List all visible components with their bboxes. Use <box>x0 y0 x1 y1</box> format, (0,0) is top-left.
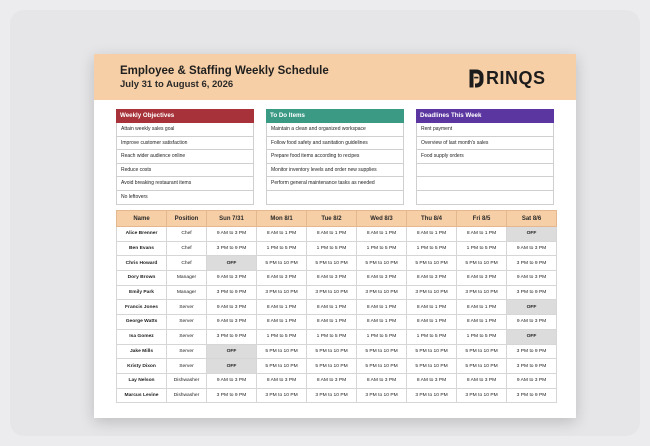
shift-cell: 3 PM to 9 PM <box>507 256 557 271</box>
shift-cell: OFF <box>207 256 257 271</box>
info-box <box>416 109 554 205</box>
date-range: July 31 to August 6, 2026 <box>120 79 234 90</box>
info-box <box>266 109 404 205</box>
shift-cell: 3 PM to 10 PM <box>257 388 307 403</box>
table-row <box>117 315 557 330</box>
table-row <box>117 227 557 242</box>
shift-cell: 3 PM to 10 PM <box>457 388 507 403</box>
shift-cell: 8 AM to 1 PM <box>407 300 457 315</box>
shift-cell: 8 AM to 1 PM <box>357 300 407 315</box>
shift-cell: 1 PM to 5 PM <box>357 241 407 256</box>
shift-cell: 3 PM to 10 PM <box>457 285 507 300</box>
shift-cell: 8 AM to 3 PM <box>357 373 407 388</box>
column-header: Tue 8/2 <box>307 211 357 227</box>
info-box-item: Avoid breaking restaurant items <box>116 177 254 191</box>
shift-cell: 8 AM to 1 PM <box>407 315 457 330</box>
shift-cell: 9 AM to 3 PM <box>507 271 557 286</box>
employee-position: Manager <box>167 285 207 300</box>
shift-cell: 9 AM to 3 PM <box>207 315 257 330</box>
table-row <box>117 329 557 344</box>
info-box-heading: Weekly Objectives <box>116 109 254 123</box>
shift-cell: 1 PM to 5 PM <box>407 329 457 344</box>
info-box-item <box>416 177 554 191</box>
column-header: Sun 7/31 <box>207 211 257 227</box>
preview-frame <box>10 10 640 436</box>
schedule-document <box>94 54 576 418</box>
table-row <box>117 373 557 388</box>
brand-logo <box>468 67 546 89</box>
employee-name: Alice Brenner <box>117 227 167 242</box>
shift-cell: 1 PM to 5 PM <box>307 329 357 344</box>
shift-cell: OFF <box>507 329 557 344</box>
info-box-item: Overview of last month's sales <box>416 137 554 151</box>
shift-cell: 3 PM to 10 PM <box>257 285 307 300</box>
shift-cell: 8 AM to 1 PM <box>307 300 357 315</box>
shift-cell: OFF <box>507 227 557 242</box>
shift-cell: 3 PM to 10 PM <box>357 388 407 403</box>
table-row <box>117 300 557 315</box>
shift-cell: 1 PM to 5 PM <box>257 241 307 256</box>
info-box-item: Reduce costs <box>116 164 254 178</box>
shift-cell: 8 AM to 1 PM <box>357 227 407 242</box>
employee-position: Server <box>167 315 207 330</box>
employee-position: Server <box>167 329 207 344</box>
shift-cell: 5 PM to 10 PM <box>457 256 507 271</box>
info-box-item: Food supply orders <box>416 150 554 164</box>
info-box-item: Rent payment <box>416 123 554 137</box>
shift-cell: 9 AM to 3 PM <box>507 315 557 330</box>
shift-cell: 1 PM to 5 PM <box>307 241 357 256</box>
shift-cell: 9 AM to 3 PM <box>207 373 257 388</box>
shift-cell: 8 AM to 1 PM <box>257 300 307 315</box>
table-row <box>117 271 557 286</box>
info-box-item <box>416 164 554 178</box>
employee-name: Chris Howard <box>117 256 167 271</box>
shift-cell: 9 AM to 3 PM <box>507 241 557 256</box>
info-box-item: Reach wider audience online <box>116 150 254 164</box>
shift-cell: 8 AM to 3 PM <box>457 271 507 286</box>
info-box-item <box>266 191 404 205</box>
shift-cell: 3 PM to 10 PM <box>307 388 357 403</box>
shift-cell: 9 AM to 3 PM <box>207 227 257 242</box>
column-header: Mon 8/1 <box>257 211 307 227</box>
employee-position: Dishwasher <box>167 388 207 403</box>
table-header-row <box>117 211 557 227</box>
employee-name: Kristy Dixon <box>117 359 167 374</box>
shift-cell: 5 PM to 10 PM <box>407 359 457 374</box>
employee-position: Server <box>167 344 207 359</box>
table-row <box>117 344 557 359</box>
shift-cell: 3 PM to 10 PM <box>407 388 457 403</box>
employee-name: Jake Mills <box>117 344 167 359</box>
shift-cell: 3 PM to 9 PM <box>507 388 557 403</box>
shift-cell: 8 AM to 3 PM <box>407 373 457 388</box>
shift-cell: 8 AM to 1 PM <box>307 315 357 330</box>
shift-cell: 5 PM to 10 PM <box>357 256 407 271</box>
shift-cell: 5 PM to 10 PM <box>407 256 457 271</box>
info-box-item <box>416 191 554 205</box>
info-box-heading: To Do Items <box>266 109 404 123</box>
shift-cell: 8 AM to 3 PM <box>357 271 407 286</box>
shift-cell: 8 AM to 1 PM <box>257 315 307 330</box>
table-row <box>117 388 557 403</box>
employee-position: Chef <box>167 241 207 256</box>
shift-cell: 5 PM to 10 PM <box>357 344 407 359</box>
shift-cell: 5 PM to 10 PM <box>307 359 357 374</box>
employee-name: Emily Park <box>117 285 167 300</box>
column-header: Sat 8/6 <box>507 211 557 227</box>
shift-cell: 8 AM to 3 PM <box>257 373 307 388</box>
shift-cell: 5 PM to 10 PM <box>307 256 357 271</box>
table-row <box>117 285 557 300</box>
info-box-item: Prepare food items according to recipes <box>266 150 404 164</box>
employee-name: Dory Brown <box>117 271 167 286</box>
shift-cell: 8 AM to 1 PM <box>457 227 507 242</box>
column-header: Position <box>167 211 207 227</box>
shift-cell: 3 PM to 9 PM <box>507 359 557 374</box>
info-box-item: No leftovers <box>116 191 254 205</box>
shift-cell: 8 AM to 1 PM <box>357 315 407 330</box>
shift-cell: OFF <box>207 359 257 374</box>
column-header: Wed 8/3 <box>357 211 407 227</box>
column-header: Fri 8/5 <box>457 211 507 227</box>
shift-cell: 8 AM to 1 PM <box>457 300 507 315</box>
shift-cell: 9 AM to 3 PM <box>207 300 257 315</box>
info-box-item: Attain weekly sales goal <box>116 123 254 137</box>
shift-cell: OFF <box>207 344 257 359</box>
info-box-item: Follow food safety and sanitation guidelines <box>266 137 404 151</box>
shift-cell: 8 AM to 1 PM <box>307 227 357 242</box>
brand-name: RINQS <box>486 67 546 88</box>
shift-cell: 3 PM to 10 PM <box>407 285 457 300</box>
table-row <box>117 359 557 374</box>
shift-cell: 1 PM to 5 PM <box>457 241 507 256</box>
employee-name: Francis Jones <box>117 300 167 315</box>
shift-cell: 8 AM to 3 PM <box>307 373 357 388</box>
shift-cell: 5 PM to 10 PM <box>307 344 357 359</box>
shift-cell: 3 PM to 9 PM <box>207 388 257 403</box>
shift-cell: 1 PM to 5 PM <box>457 329 507 344</box>
employee-position: Chef <box>167 227 207 242</box>
employee-position: Chef <box>167 256 207 271</box>
shift-cell: 8 AM to 1 PM <box>457 315 507 330</box>
shift-cell: 1 PM to 5 PM <box>407 241 457 256</box>
shift-cell: 8 AM to 1 PM <box>407 227 457 242</box>
employee-name: Ben Evans <box>117 241 167 256</box>
info-box-item: Monitor inventory levels and order new supplies <box>266 164 404 178</box>
info-box-item: Improve customer satisfaction <box>116 137 254 151</box>
employee-position: Manager <box>167 271 207 286</box>
employee-name: Isa Gomez <box>117 329 167 344</box>
shift-cell: 5 PM to 10 PM <box>257 359 307 374</box>
shift-cell: 3 PM to 10 PM <box>307 285 357 300</box>
employee-name: Lay Nelson <box>117 373 167 388</box>
shift-cell: 1 PM to 5 PM <box>357 329 407 344</box>
drinqs-logo-icon <box>468 68 485 89</box>
shift-cell: 9 AM to 3 PM <box>507 373 557 388</box>
shift-cell: 8 AM to 3 PM <box>457 373 507 388</box>
shift-cell: 5 PM to 10 PM <box>257 256 307 271</box>
shift-cell: 9 AM to 3 PM <box>207 271 257 286</box>
info-box-item: Maintain a clean and organized workspace <box>266 123 404 137</box>
table-row <box>117 256 557 271</box>
info-box-heading: Deadlines This Week <box>416 109 554 123</box>
employee-name: Marcus Levine <box>117 388 167 403</box>
shift-cell: 5 PM to 10 PM <box>357 359 407 374</box>
shift-cell: 5 PM to 10 PM <box>457 344 507 359</box>
shift-cell: 5 PM to 10 PM <box>457 359 507 374</box>
shift-cell: 3 PM to 9 PM <box>207 329 257 344</box>
info-box <box>116 109 254 205</box>
table-row <box>117 241 557 256</box>
shift-cell: 5 PM to 10 PM <box>257 344 307 359</box>
column-header: Name <box>117 211 167 227</box>
employee-position: Server <box>167 359 207 374</box>
page-title: Employee & Staffing Weekly Schedule <box>120 65 329 77</box>
shift-cell: 3 PM to 9 PM <box>207 241 257 256</box>
shift-cell: 8 AM to 3 PM <box>307 271 357 286</box>
shift-cell: 3 PM to 9 PM <box>507 285 557 300</box>
schedule-table <box>116 210 557 403</box>
shift-cell: 5 PM to 10 PM <box>407 344 457 359</box>
employee-name: George Watts <box>117 315 167 330</box>
shift-cell: 3 PM to 9 PM <box>207 285 257 300</box>
column-header: Thu 8/4 <box>407 211 457 227</box>
shift-cell: 1 PM to 5 PM <box>257 329 307 344</box>
employee-position: Dishwasher <box>167 373 207 388</box>
info-box-item: Perform general maintenance tasks as needed <box>266 177 404 191</box>
shift-cell: 8 AM to 3 PM <box>407 271 457 286</box>
shift-cell: 3 PM to 9 PM <box>507 344 557 359</box>
shift-cell: OFF <box>507 300 557 315</box>
employee-position: Server <box>167 300 207 315</box>
shift-cell: 8 AM to 1 PM <box>257 227 307 242</box>
shift-cell: 8 AM to 3 PM <box>257 271 307 286</box>
shift-cell: 3 PM to 10 PM <box>357 285 407 300</box>
